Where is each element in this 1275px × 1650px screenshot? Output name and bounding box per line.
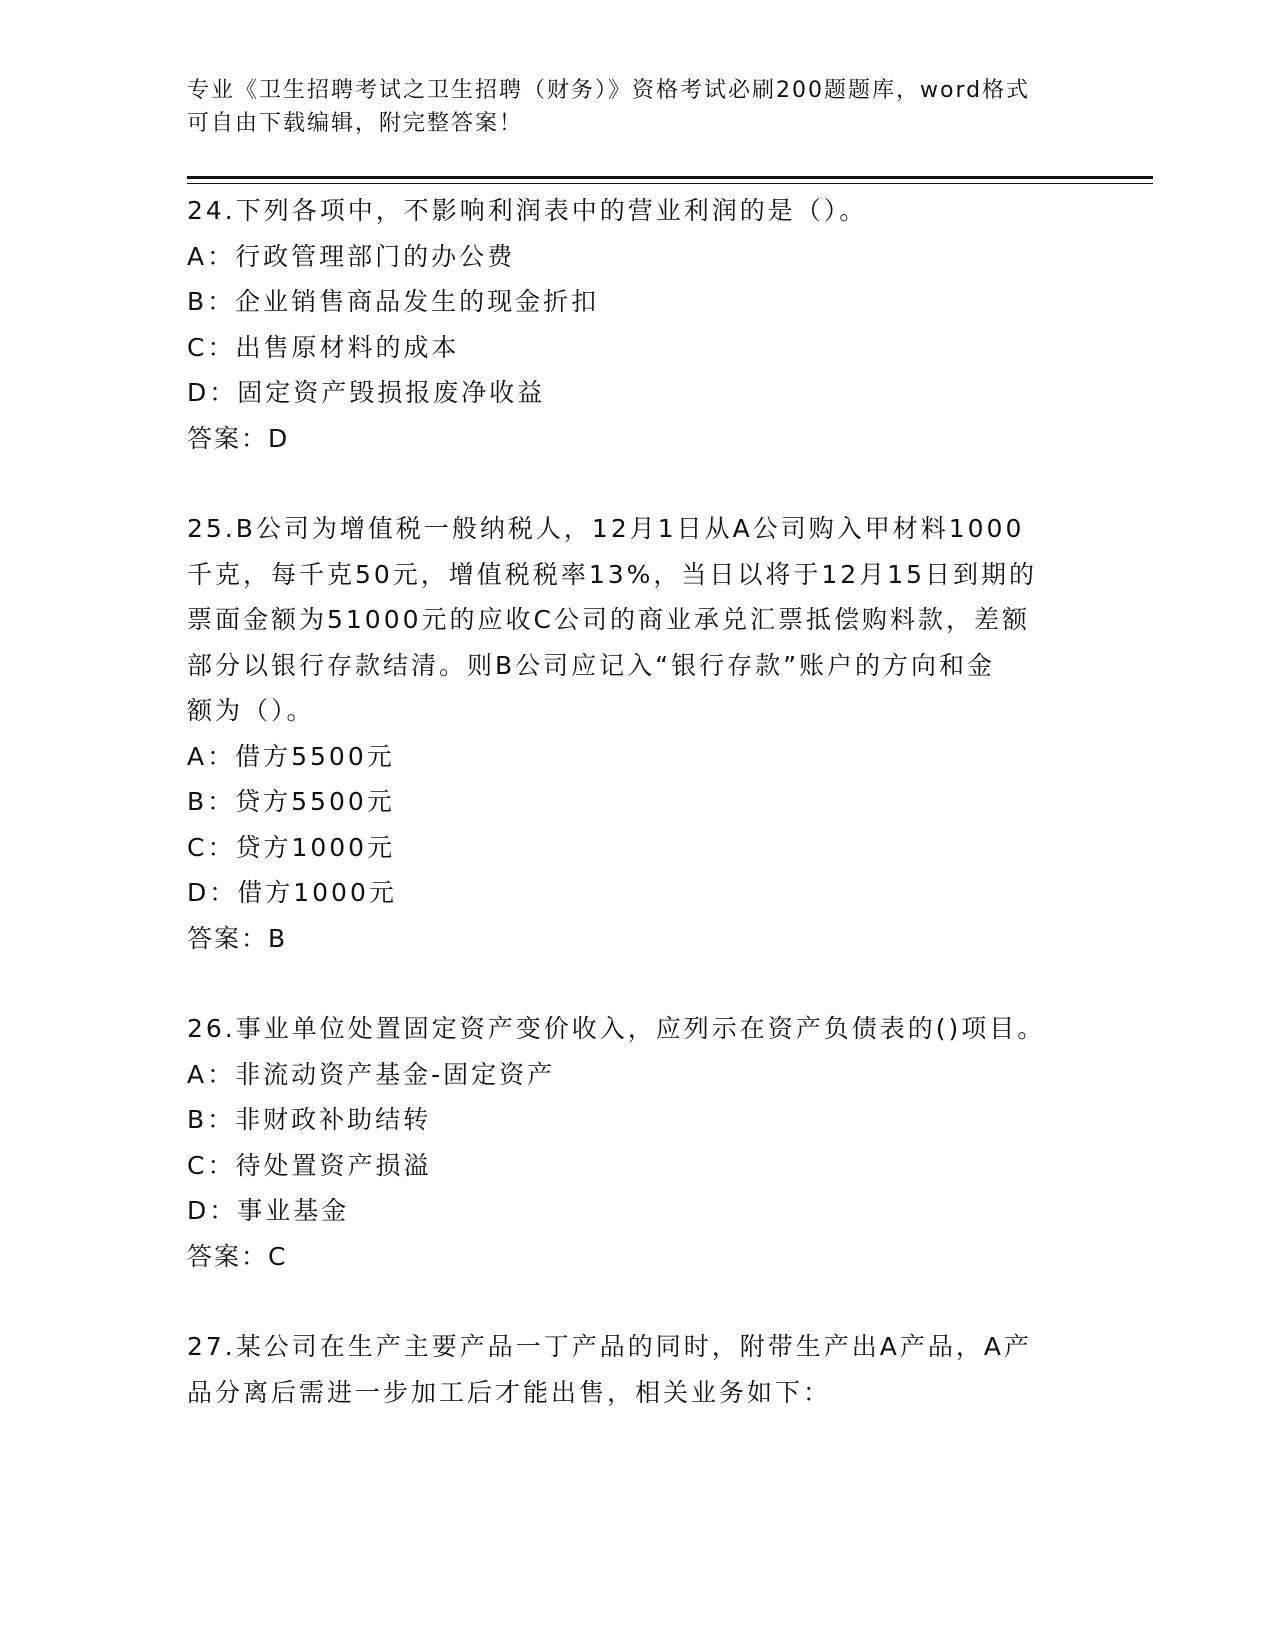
answer-line: 答案：B — [187, 923, 288, 953]
option-d: D：固定资产毁损报废净收益 — [187, 378, 546, 407]
option-d: D：借方1000元 — [187, 878, 397, 907]
option-b: B：企业销售商品发生的现金折扣 — [187, 287, 600, 316]
question-stem-line: 额为（）。 — [187, 696, 315, 725]
header-divider-thick — [187, 176, 1153, 179]
question-27 — [187, 1324, 1067, 1415]
answer-line: 答案：D — [187, 423, 290, 453]
question-26 — [187, 1006, 1067, 1279]
question-stem-line: 千克，每千克50元，增值税税率13%，当日以将于12月15日到期的 — [187, 559, 1038, 589]
option-a: A：行政管理部门的办公费 — [187, 241, 516, 271]
option-b: B：贷方5500元 — [187, 787, 395, 816]
header-line-2: 可自由下载编辑，附完整答案！ — [187, 111, 524, 136]
option-d: D：事业基金 — [187, 1196, 350, 1225]
question-stem-line: 24.下列各项中，不影响利润表中的营业利润的是（）。 — [187, 196, 868, 225]
question-stem-line: 26.事业单位处置固定资产变价收入，应列示在资产负债表的()项目。 — [187, 1014, 1046, 1043]
option-a: A：借方5500元 — [187, 741, 395, 771]
header-line-1: 专业《卫生招聘考试之卫生招聘（财务）》资格考试必刷200题题库，word格式 — [187, 78, 1031, 103]
option-c: C：待处置资产损溢 — [187, 1150, 432, 1180]
option-a: A：非流动资产基金-固定资产 — [187, 1059, 556, 1089]
question-stem-line: 票面金额为51000元的应收C公司的商业承兑汇票抵偿购料款，差额 — [187, 605, 1030, 634]
document-header — [187, 74, 1087, 140]
option-b: B：非财政补助结转 — [187, 1105, 432, 1134]
option-c: C：出售原材料的成本 — [187, 332, 460, 362]
question-stem-line: 25.B公司为增值税一般纳税人，12月1日从A公司购入甲材料1000 — [187, 514, 1025, 543]
question-25 — [187, 506, 1067, 961]
header-divider-thin — [187, 183, 1153, 184]
question-stem-line: 27.某公司在生产主要产品一丁产品的同时，附带生产出A产品，A产 — [187, 1332, 1032, 1361]
questions-list — [187, 188, 1067, 1415]
option-c: C：贷方1000元 — [187, 832, 396, 862]
question-stem-line: 部分以银行存款结清。则B公司应记入“银行存款”账户的方向和金 — [187, 650, 996, 680]
question-stem-line: 品分离后需进一步加工后才能出售，相关业务如下： — [187, 1377, 832, 1407]
answer-line: 答案：C — [187, 1241, 288, 1271]
question-24 — [187, 188, 1067, 461]
